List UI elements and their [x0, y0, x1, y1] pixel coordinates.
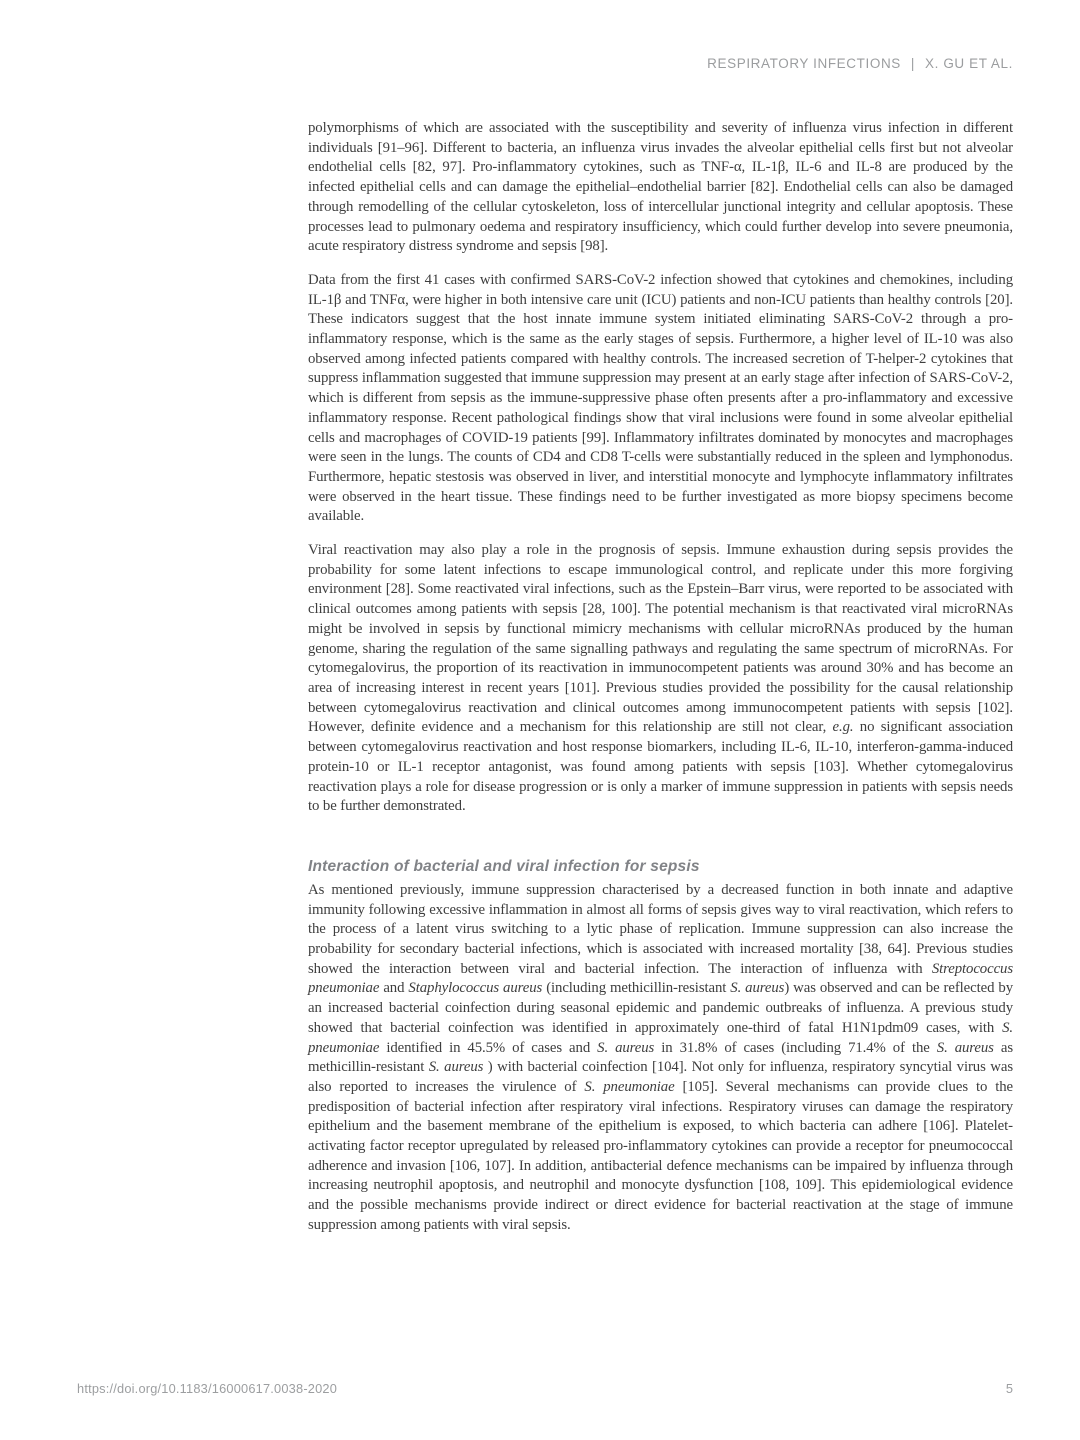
- running-header-title: RESPIRATORY INFECTIONS: [707, 56, 901, 71]
- body-paragraph-1: polymorphisms of which are associated with the susceptibility and severity of influenza virus infection in different individuals [91–96]. Different to bacteria, an influenza virus invades the alveolar epithelial cells first but not alveolar endothelial cells [82, 97]. Pro-inflammatory cytokines, such as TNF-α, IL-1β, IL-6 and IL-8 are produced by the infected epithelial cells and can damage the epithelial–endothelial barrier [82]. Endothelial cells can also be damaged through remodelling of the cellular cytoskeleton, loss of intercellular junctional integrity and cellular apoptosis. These processes lead to pulmonary oedema and respiratory insufficiency, which could further develop into severe pneumonia, acute respiratory distress syndrome and sepsis [98].: [308, 120, 1013, 255]
- footer-page-number: 5: [1005, 1381, 1013, 1396]
- section-heading: Interaction of bacterial and viral infection for sepsis: [308, 857, 700, 875]
- running-header-authors: X. GU ET AL.: [925, 56, 1013, 71]
- body-paragraph-3: Viral reactivation may also play a role in the prognosis of sepsis. Immune exhaustion during sepsis provides the probability for some latent infections to escape immunological control, and replicate under this more forgiving environment [28]. Some reactivated viral infections, such as the Epstein–Barr virus, were reported to be associated with clinical outcomes among patients with sepsis [28, 100]. The potential mechanism is that reactivated viral microRNAs might be involved in sepsis by functional mimicry mechanisms with cellular microRNAs produced by the human genome, sharing the regulation of the same signalling pathways and regulating the same spectrum of microRNAs. For cytomegalovirus, the proportion of its reactivation in immunocompetent patients was around 30% and has become an area of increasing interest in recent years [101]. Previous studies provided the possibility for the causal relationship between cytomegalovirus reactivation and clinical outcomes among immunocompetent patients with sepsis [102]. However, definite evidence and a mechanism for this relationship are still not clear, e.g. no significant association between cytomegalovirus reactivation and host response biomarkers, including IL-6, IL-10, interferon-gamma-induced protein-10 or IL-1 receptor antagonist, was found among patients with sepsis [103]. Whether cytomegalovirus reactivation plays a role for disease progression or is only a marker of immune suppression in patients with sepsis needs to be further demonstrated.: [308, 542, 1014, 815]
- body-paragraph-2: Data from the first 41 cases with confirmed SARS-CoV-2 infection showed that cytokines and chemokines, including IL-1β and TNFα, were higher in both intensive care unit (ICU) patients and non-ICU patients than healthy controls [20]. These indicators suggest that the host innate immune system initiated eliminating SARS-CoV-2 through a pro-inflammatory response, which is the same as the early stages of sepsis. Furthermore, a higher level of IL-10 was also observed among infected patients compared with healthy controls. The increased secretion of T-helper-2 cytokines that suppress inflammation suggested that immune suppression may present at an early stage after infection of SARS-CoV-2, which is different from sepsis as the immune-suppressive phase often presents after a pro-inflammatory and excessive inflammatory response. Recent pathological findings show that viral inclusions were found in some alveolar epithelial cells and macrophages of COVID-19 patients [99]. Inflammatory infiltrates dominated by monocytes and macrophages were seen in the lungs. The counts of CD4 and CD8 T-cells were substantially reduced in the spleen and lymphonodus. Furthermore, hepatic stestosis was observed in liver, and interstitial monocyte and lymphocyte inflammatory infiltrates were observed in the heart tissue. These findings need to be further investigated as more biopsy specimens become available.: [308, 271, 1013, 525]
- running-header: [707, 56, 1013, 71]
- body-paragraph-4: As mentioned previously, immune suppression characterised by a decreased function in both innate and adaptive immunity following excessive inflammation in almost all forms of sepsis gives way to viral reactivation, which refers to the process of a latent virus switching to a lytic phase of replication. Immune suppression can also increase the probability for secondary bacterial infections, which is associated with increased mortality [38, 64]. Previous studies showed the interaction between viral and bacterial infection. The interaction of influenza with Streptococcus pneumoniae and Staphylococcus aureus (including methicillin-resistant S. aureus) was observed and can be reflected by an increased bacterial coinfection during seasonal epidemic and pandemic outbreaks of influenza. A previous study showed that bacterial coinfection was identified in approximately one-third of fatal H1N1pdm09 cases, with S. pneumoniae identified in 45.5% of cases and S. aureus in 31.8% of cases (including 71.4% of the S. aureus as methicillin-resistant S. aureus ) with bacterial coinfection [104]. Not only for influenza, respiratory syncytial virus was also reported to increases the virulence of S. pneumoniae [105]. Several mechanisms can provide clues to the predisposition of bacterial infection after respiratory viral infections. Respiratory viruses can damage the respiratory epithelium and the basement membrane of the epithelium is exposed, to which bacteria can adhere [106]. Platelet-activating factor receptor upregulated by released pro-inflammatory cytokines can provide a receptor for pneumococcal adherence and invasion [106, 107]. In addition, antibacterial defence mechanisms can be impaired by influenza through increasing neutrophil apoptosis, and neutrophil and monocyte dysfunction [108, 109]. This epidemiological evidence and the possible mechanisms provide indirect or direct evidence for bacterial reactivation at the stage of immune suppression among patients with viral sepsis.: [308, 881, 1013, 1233]
- footer-doi-link: https://doi.org/10.1183/16000617.0038-2020: [77, 1381, 338, 1396]
- running-header-divider: |: [910, 56, 916, 71]
- section-bacterial-viral-interaction: [308, 857, 1013, 1236]
- article-column: [308, 119, 1013, 1250]
